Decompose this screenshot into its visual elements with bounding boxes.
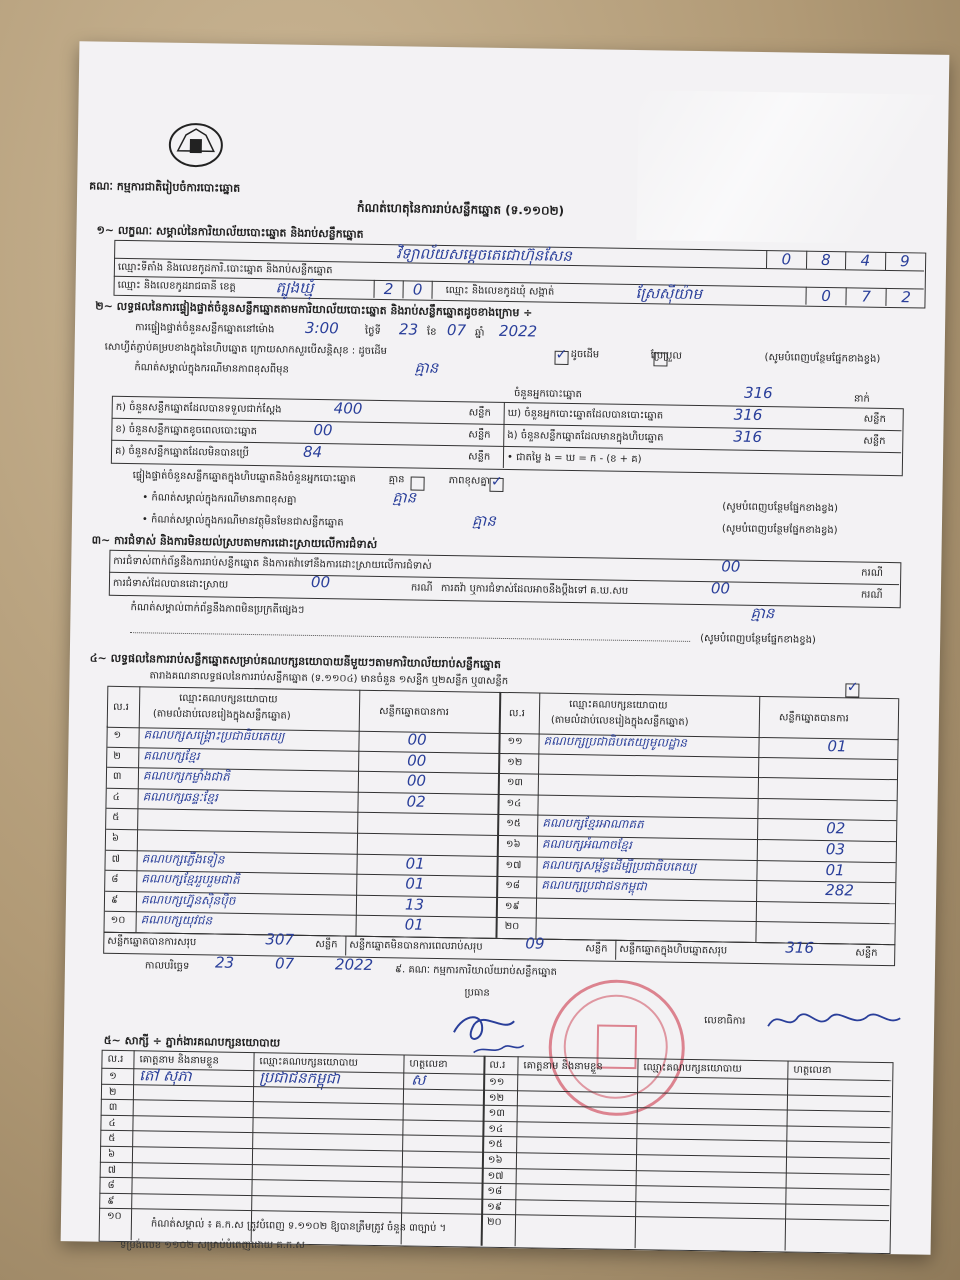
w-col-name-r: គោត្តនាម និងនាមខ្លួន [523, 1060, 603, 1073]
note-hint: (សូមបំពេញបន្ថែមផ្នែកខាងខ្វង) [700, 633, 816, 646]
section1-title: ១~ លក្ខណៈ សម្គាល់នៃការិយាល័យបោះឆ្នោត និងរាប់សន្លឹកឆ្នោត [96, 223, 364, 241]
note-hint: (សូមបំពេញបន្ថែមផ្នែកខាងខ្វង) [722, 501, 839, 515]
total-box-value: 316 [785, 938, 815, 957]
province-code-digit: 0 [402, 280, 432, 298]
code-digit: 0 [766, 250, 806, 269]
province-code-boxes [373, 280, 432, 299]
unit-ballot: សន្លឹក [468, 429, 491, 441]
unused-value: 84 [302, 442, 323, 462]
remark2-label: • កំណត់សម្គាល់ក្នុងករណីមានភាពខុសគ្នា [142, 492, 297, 506]
case-unit: ករណី [860, 589, 883, 601]
commune-code-digit: 7 [845, 287, 885, 306]
section3-remark-label: កំណត់សម្គាល់ពាក់ព័ន្ធនឹងភាពមិនប្រក្រតីផ្សេងៗ [130, 602, 305, 616]
section2-title: ២~ លទ្ធផលនៃការផ្ទៀងផ្ទាត់ចំនួនសន្លឹកឆ្នោតតាមការិយាល័យបោះឆ្នោត និងរាប់សន្លឹកឆ្នោតដូចខាងក្រោម ÷ [95, 299, 533, 320]
remark2-value: គ្មាន [392, 488, 417, 507]
row-number: ១៦ [505, 839, 521, 851]
month-value: 07 [446, 321, 467, 340]
row-number: ៤ [112, 791, 120, 803]
voted-label: ឃ) ចំនួនអ្នកបោះឆ្នោតដែលបានបោះឆ្នោត [507, 408, 664, 422]
col-party-right: ឈ្មោះគណបក្សនយោបាយ [569, 699, 668, 712]
unit-ballot: សន្លឹក [315, 939, 338, 951]
month-text: ខែ [426, 326, 437, 338]
witness-number: ១១ [489, 1076, 505, 1089]
received-value: 400 [333, 399, 363, 418]
seal-changed-label: ប្រែប្រួល [650, 350, 683, 362]
party-votes: 01 [825, 860, 845, 879]
section5-title: ៥~ សាក្សី ÷ ភ្នាក់ងារគណបក្សនយោបាយ [103, 1033, 281, 1050]
remark-value: គ្មាន [414, 358, 439, 377]
seal-unchanged-checkbox [554, 350, 568, 364]
party-votes: 01 [827, 737, 847, 756]
code-digit: 4 [845, 251, 885, 270]
party-name: គណបក្សខ្មែររួបរួមជាតិ [141, 871, 240, 888]
formula-text: • ជាតម្លៃ ង = ឃ = ក - (ខ + គ) [506, 452, 642, 466]
spoiled-value: 00 [313, 420, 333, 440]
witness-number: ៤ [108, 1117, 116, 1129]
party-votes: 00 [407, 751, 427, 770]
remark3-value: គ្មាន [471, 511, 496, 530]
party-votes: 01 [405, 854, 425, 873]
objection-r2b-label: ការតវ៉ា ឬការជំទាស់ដែលអាចនឹងប្តឹងទៅ គ.ឃ.សប [440, 582, 629, 597]
voters-value: 316 [743, 383, 773, 403]
received-label: ក) ចំនួនសន្លឹកឆ្នោតដែលបានទទួលជាក់ស្តែង [115, 401, 282, 416]
witness-number: ១ [109, 1070, 117, 1082]
row-number: ១១ [507, 736, 523, 748]
party-votes: 00 [406, 771, 427, 790]
witness-number: ២០ [486, 1217, 502, 1229]
row-number: ១៧ [505, 859, 522, 871]
row-number: ១៤ [506, 797, 522, 810]
total-valid-value: 307 [265, 930, 295, 949]
w-col-name: គោត្តនាម និងនាមខ្លួន [139, 1054, 219, 1067]
form-reference: ទម្រង់លេខ ១១០២ សម្រាប់បំពេញដោយ គ.ក.ស [120, 1240, 305, 1251]
commune-value: ស្រែស៊ីយ៉ាម [635, 284, 703, 304]
year-text: ឆ្នាំ [474, 327, 485, 339]
party-votes [406, 813, 486, 814]
row-number: ៣ [112, 771, 122, 783]
party-name: គណបក្សឆន្ទៈខ្មែរ [142, 789, 218, 805]
party-votes [825, 902, 885, 903]
party-name: គណបក្សសង្គ្រោះប្រជាធិបតេយ្យ [143, 727, 285, 744]
party-name: គណបក្សអំណាចខ្មែរ [541, 836, 633, 853]
party-name: គណបក្សសម្ព័ន្ធដើម្បីប្រជាធិបតេយ្យ [541, 857, 697, 874]
polling-place-label: ឈ្មោះទីតាំង និងលេខកូដការិ.បោះឆ្នោត និងរាប់សន្លឹកឆ្នោត [117, 261, 333, 277]
party-name: គណបក្សខ្មែរ [143, 747, 200, 763]
case-unit: ករណី [410, 582, 433, 594]
year-value: 2022 [498, 321, 538, 341]
results-table-body [103, 726, 898, 945]
w-col-party: ឈ្មោះគណបក្សនយោបាយ [259, 1056, 358, 1069]
secretary-label: លេខាធិការ [704, 1015, 746, 1027]
polling-code-boxes [766, 250, 924, 270]
witness-name: តៅ សុភា [139, 1066, 192, 1086]
party-votes [406, 833, 486, 834]
match-diff-checkbox [490, 477, 504, 491]
party-name: គណបក្សប្រជាជនកម្ពុជា [541, 877, 647, 894]
witness-number: ១៣ [488, 1107, 505, 1120]
seal-check-text: សោហ្វីត់ភ្ជាប់គម្របខាងក្នុងនៃហិបឆ្នោត ក្រោយសាកសួរបើសន្តិសុខ : ដូចដើម [104, 341, 388, 358]
secretary-signature [764, 1002, 905, 1040]
total-box-label: សន្លឹកឆ្នោតក្នុងហិបឆ្នោតសរុប [619, 943, 728, 957]
start-time-value: 3:00 [304, 318, 339, 338]
party-votes: 13 [404, 895, 425, 914]
row-number: ៨ [111, 874, 119, 886]
objection-r2-label: ការជំទាស់ដែលបានដោះស្រាយ [112, 577, 229, 591]
in-box-value: 316 [733, 427, 763, 447]
party-votes [825, 922, 885, 923]
w-col-no: ល.រ [107, 1053, 124, 1066]
form-title: កំណត់ហេតុនៃការរាប់សន្លឹកឆ្នោត (ទ.១១០២) [356, 200, 565, 218]
w-col-sign: ហត្ថលេខា [409, 1058, 448, 1071]
col-no-right: ល.រ [508, 708, 525, 720]
match-diff-label: ភាពខុសគ្នា [448, 475, 490, 487]
col-party-sub-right: (តាមលំដាប់លេខរៀងក្នុងសន្លឹកឆ្នោត) [550, 714, 689, 728]
unit-ballot: សន្លឹក [863, 435, 886, 447]
row-number: ២០ [504, 921, 520, 933]
day-text: ថ្ងៃទី [364, 325, 381, 338]
party-votes: 01 [405, 874, 425, 893]
case-unit: ករណី [861, 567, 884, 579]
section3-title: ៣~ ការជំទាស់ និងការមិនយល់ស្របតាមការដោះស្រាយលើការជំទាស់ [91, 533, 378, 551]
voted-value: 316 [733, 405, 763, 425]
seal-unchanged-label: ដូចដើម [570, 348, 600, 361]
section3-remark-value: គ្មាន [750, 603, 775, 623]
row-number: ១៨ [505, 880, 521, 892]
section4-title: ៤~ លទ្ធផលនៃការរាប់សន្លឹកឆ្នោតសម្រាប់គណបក្សនយោបាយនីមួយៗតាមការិយាល័យរាប់សន្លឹកឆ្នោត [89, 651, 501, 671]
row-number: ១៥ [506, 818, 521, 830]
date-year: 2022 [334, 955, 374, 974]
row-number: ២ [113, 750, 121, 762]
row-number: ៦ [111, 832, 120, 844]
form-sheet [61, 41, 950, 1255]
party-name: គណបក្សខ្មែរអាណាគត [542, 815, 644, 832]
province-value: ត្បូងឃ្មុំ [275, 278, 314, 297]
party-name: គណបក្សភ្លើងទៀន [141, 850, 225, 867]
three-sheets-checkbox [846, 683, 860, 697]
col-votes-right: សន្លឹកឆ្នោតបានការ [778, 712, 849, 725]
unit-ballot: សន្លឹក [585, 943, 608, 955]
unit-ballot: សន្លឹក [855, 947, 878, 959]
party-votes: 02 [406, 792, 426, 811]
unit-person: នាក់ [853, 393, 870, 405]
row-number: ១០ [110, 915, 126, 927]
total-invalid-value: 09 [525, 934, 545, 953]
unused-label: គ) ចំនួនសន្លឹកឆ្នោតដែលមិនបានប្រើ [114, 445, 249, 459]
w-col-no-r: ល.រ [489, 1059, 506, 1072]
witness-number: ៨ [107, 1180, 115, 1192]
witness-number: ១២ [488, 1092, 505, 1104]
party-votes [827, 799, 887, 800]
unit-ballot: សន្លឹក [468, 407, 491, 419]
date-label: កាលបរិច្ឆេទ [144, 960, 190, 973]
polling-place-value: វិទ្យាល័យសម្តេចតេជោហ៊ុនសែន [396, 244, 572, 265]
witness-number: ១៤ [488, 1123, 504, 1135]
party-votes [827, 778, 887, 779]
code-digit: 8 [805, 251, 845, 270]
witness-number: ១៧ [487, 1170, 504, 1182]
row-number: ១៩ [504, 900, 520, 913]
spoiled-label: ខ) ចំនួនសន្លឹកឆ្នោតខូចពេលបោះឆ្នោត [115, 423, 258, 438]
date-month: 07 [274, 954, 295, 973]
witness-number: ៧ [107, 1164, 117, 1176]
nec-emblem-icon [167, 121, 224, 170]
party-votes: 00 [407, 730, 427, 749]
objection-r2b-value: 00 [710, 579, 731, 598]
note-hint: (សូមបំពេញបន្ថែមផ្នែកខាងខ្វង) [764, 352, 881, 365]
remark3-label: • កំណត់សម្គាល់ក្នុងករណីមានវត្ថុមិនមែនជាសន្លឹកឆ្នោត [141, 514, 344, 529]
witness-number: ២ [108, 1086, 117, 1098]
party-votes: 03 [825, 840, 846, 859]
province-code-digit: 2 [373, 280, 402, 298]
col-votes-left: សន្លឹកឆ្នោតបានការ [378, 706, 449, 719]
col-party-sub-left: (តាមលំដាប់លេខរៀងក្នុងសន្លឹកឆ្នោត) [152, 708, 291, 722]
witness-number: ៣ [108, 1102, 118, 1114]
witness-number: ១៦ [487, 1154, 503, 1167]
row-number: ៩ [110, 894, 119, 906]
witness-number: ៩ [107, 1195, 115, 1207]
total-invalid-label: សន្លឹកឆ្នោតមិនបានការពេលរាប់សរុប [349, 939, 483, 953]
code-digit: 9 [884, 252, 924, 271]
unit-ballot: សន្លឹក [863, 413, 886, 425]
w-col-party-r: ឈ្មោះគណបក្សនយោបាយ [643, 1062, 742, 1075]
remark-label: កំណត់សម្គាល់ក្នុងករណីមានភាពខុសពីមុន [134, 362, 289, 376]
col-no-left: ល.រ [112, 701, 129, 714]
objection-r1-value: 00 [721, 557, 741, 576]
total-valid-label: សន្លឹកឆ្នោតបានការសរុប [107, 935, 197, 949]
date-day: 23 [214, 953, 235, 972]
day-value: 23 [398, 320, 419, 339]
commune-code-boxes [805, 287, 925, 307]
witness-number: ៦ [107, 1148, 116, 1160]
commune-label: ឈ្មោះ និងលេខកូដឃុំ សង្កាត់ [445, 285, 555, 298]
party-votes: 282 [825, 881, 855, 900]
unit-ballot: សន្លឹក [467, 451, 491, 463]
party-name: គណបក្សប្រជាធិបតេយ្យមូលដ្ឋាន [543, 733, 688, 750]
objection-r1-label: ការជំទាស់ពាក់ព័ន្ធនឹងការរាប់សន្លឹកឆ្នោត និងការតវ៉ាទៅនឹងការដោះស្រាយលើការជំទាស់ [113, 555, 432, 572]
voters-label: ចំនួនអ្នកបោះឆ្នោត [513, 388, 582, 401]
witness-number: ៥ [108, 1133, 116, 1145]
section4-sub: តារាងគណនាលទ្ធផលនៃការរាប់សន្លឹកឆ្នោត (ទ.១១០៤) មានចំនួន ១សន្លឹក ឬ២សន្លឹក ឬ៣សន្លឹក [149, 670, 509, 688]
witness-signature: ស [411, 1070, 426, 1089]
match-text: ផ្ទៀងផ្ទាត់ចំនួនសន្លឹកឆ្នោតក្នុងហិបឆ្នោតនិងចំនួនអ្នកបោះឆ្នោត [132, 470, 356, 485]
party-name: គណបក្សហ្វ៊ុនស៊ិនប៉ិច [140, 892, 236, 908]
objection-r2-value: 00 [310, 572, 331, 592]
plastic-glare [636, 90, 938, 245]
party-name: គណបក្សកម្លាំងជាតិ [142, 768, 230, 784]
row-number: ៧ [111, 853, 120, 865]
footer-note: កំណត់សម្គាល់ ៖ គ.ក.ស ត្រូវបំពេញ ទ.១១០២ ឱ្យបានត្រឹមត្រូវ ចំនួន ៣ច្បាប់ ។ [150, 1218, 447, 1235]
witness-number: ១៩ [487, 1201, 502, 1213]
witness-party: ប្រជាជនកម្ពុជា [259, 1068, 341, 1088]
in-box-label: ង) ចំនួនសន្លឹកឆ្នោតដែលមានក្នុងហិបឆ្នោត [507, 430, 664, 444]
party-votes: 01 [404, 915, 424, 935]
commune-code-digit: 2 [885, 288, 925, 307]
party-votes [827, 758, 887, 759]
row-number: ១ [113, 729, 122, 741]
chair-label: ប្រធាន [464, 987, 490, 999]
col-party-left: ឈ្មោះគណបក្សនយោបាយ [179, 692, 278, 706]
start-time-text: ការផ្ទៀងផ្ទាត់ចំនួនសន្លឹកឆ្នោតនៅម៉ោង [134, 322, 275, 336]
row-number: ១២ [507, 756, 523, 768]
row-number: ១៣ [506, 777, 524, 789]
match-none-label: គ្មាន [388, 474, 405, 486]
witness-number: ១៥ [488, 1139, 503, 1151]
note-hint: (សូមបំពេញបន្ថែមផ្នែកខាងខ្វង) [721, 523, 838, 537]
committee-name: គណៈ កម្មការជាតិរៀបចំការបោះឆ្នោត [89, 179, 241, 195]
row-number: ៥ [112, 812, 120, 824]
w-col-sign-r: ហត្ថលេខា [793, 1064, 832, 1077]
party-name: គណបក្សយុវជន [140, 912, 213, 928]
party-votes: 02 [826, 819, 846, 838]
commune-code-digit: 0 [805, 287, 845, 306]
province-label: ឈ្មោះ និងលេខកូដរាជធានី ខេត្ត [117, 279, 236, 293]
witness-number: ១០ [106, 1211, 122, 1223]
committee-sign-label: ៩. គណៈ កម្មការការិយាល័យរាប់សន្លឹកឆ្នោត [394, 964, 558, 978]
witness-number: ១៨ [487, 1185, 503, 1198]
